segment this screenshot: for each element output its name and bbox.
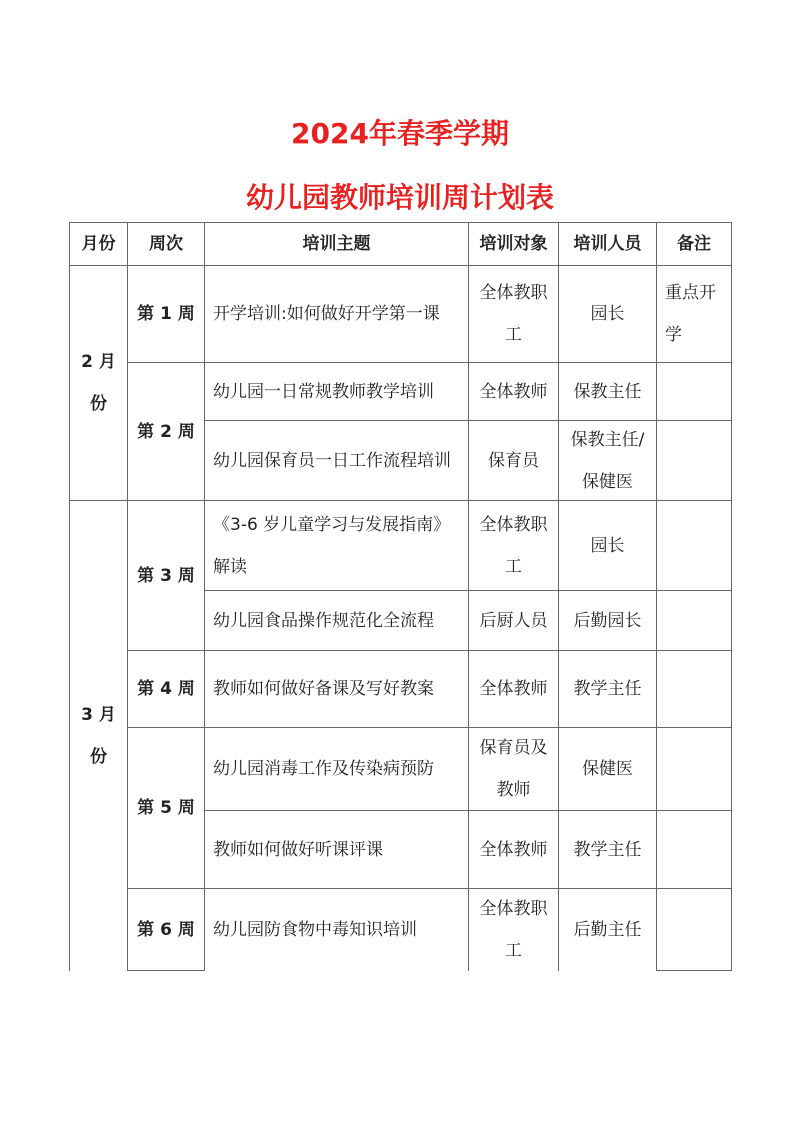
- note-cell: [656, 362, 732, 421]
- trainer-cell-text: 教学主任: [573, 839, 642, 860]
- note-cell: [656, 810, 732, 889]
- week-cell-text: 第 5 周: [137, 798, 195, 818]
- topic-cell: [204, 362, 469, 421]
- note-cell: [656, 590, 732, 651]
- trainer-cell: [558, 888, 657, 971]
- trainer-cell: [558, 265, 657, 363]
- target-cell-text: 全体教师: [479, 679, 548, 699]
- target-cell-text: 全体教师: [479, 839, 548, 860]
- note-cell: [656, 265, 732, 363]
- trainer-cell-text: 后勤主任: [573, 920, 642, 940]
- note-cell: [656, 888, 732, 971]
- month-cell: [69, 265, 128, 501]
- week-cell-text: 第 6 周: [137, 919, 195, 940]
- week-cell: [127, 362, 205, 501]
- target-cell: [468, 420, 559, 501]
- topic-cell-text: 教师如何做好听课评课: [213, 839, 383, 860]
- topic-cell: [204, 265, 469, 363]
- target-cell-text: 全体教职工: [479, 283, 548, 345]
- topic-cell-text: 幼儿园防食物中毒知识培训: [213, 920, 417, 940]
- document-title: 幼儿园教师培训周计划表: [245, 181, 554, 214]
- note-cell-text: 重点开学: [665, 283, 716, 345]
- trainer-cell: [558, 810, 657, 889]
- week-cell-text: 第 2 周: [137, 421, 195, 442]
- topic-cell: [204, 420, 469, 501]
- target-cell-text: 后厨人员: [479, 610, 548, 631]
- week-cell-text: 第 1 周: [137, 304, 195, 324]
- topic-cell: [204, 810, 469, 889]
- target-cell-text: 保育员及教师: [479, 738, 548, 800]
- trainer-cell: [558, 420, 657, 501]
- header-target-text: 培训对象: [479, 234, 548, 254]
- trainer-cell: [558, 362, 657, 421]
- note-cell: [656, 650, 732, 728]
- topic-cell-text: 幼儿园保育员一日工作流程培训: [213, 450, 451, 471]
- note-cell: [656, 500, 732, 591]
- week-cell-text: 第 4 周: [137, 679, 195, 699]
- topic-cell-text: 开学培训:如何做好开学第一课: [213, 304, 440, 324]
- trainer-cell-text: 园长: [590, 304, 625, 324]
- trainer-cell: [558, 590, 657, 651]
- trainer-cell-text: 园长: [590, 535, 625, 556]
- week-cell: [127, 500, 205, 651]
- trainer-cell: [558, 500, 657, 591]
- topic-cell-text: 幼儿园一日常规教师教学培训: [213, 381, 434, 402]
- target-cell: [468, 727, 559, 811]
- header-trainer: [558, 222, 657, 266]
- month-cell: [69, 500, 128, 971]
- week-cell: [127, 650, 205, 728]
- trainer-cell-text: 教学主任: [573, 679, 642, 699]
- topic-cell-text: 幼儿园食品操作规范化全流程: [213, 610, 434, 631]
- header-month-text: 月份: [81, 234, 116, 254]
- target-cell: [468, 500, 559, 591]
- week-cell: [127, 265, 205, 363]
- trainer-cell-text: 保健医: [582, 759, 633, 779]
- topic-cell: [204, 650, 469, 728]
- topic-cell: [204, 590, 469, 651]
- topic-cell: [204, 888, 469, 971]
- month-cell-text: 3 月份: [81, 705, 116, 767]
- trainer-cell: [558, 727, 657, 811]
- target-cell: [468, 888, 559, 971]
- header-note: [656, 222, 732, 266]
- target-cell: [468, 810, 559, 889]
- header-topic-text: 培训主题: [302, 234, 371, 254]
- header-week: [127, 222, 205, 266]
- week-cell: [127, 888, 205, 971]
- header-week-text: 周次: [149, 234, 183, 254]
- note-cell: [656, 727, 732, 811]
- header-target: [468, 222, 559, 266]
- topic-cell: [204, 727, 469, 811]
- target-cell-text: 全体教师: [479, 381, 548, 402]
- target-cell: [468, 362, 559, 421]
- month-cell-text: 2 月份: [81, 352, 116, 414]
- target-cell-text: 全体教职工: [479, 899, 548, 961]
- target-cell-text: 保育员: [488, 450, 539, 471]
- topic-cell-text: 教师如何做好备课及写好教案: [213, 679, 434, 699]
- week-cell: [127, 727, 205, 889]
- header-note-text: 备注: [677, 234, 711, 254]
- trainer-cell-text: 保教主任: [573, 381, 642, 402]
- target-cell: [468, 650, 559, 728]
- topic-cell: [204, 500, 469, 591]
- header-topic: [204, 222, 469, 266]
- document-title-year: 2024年春季学期: [291, 117, 509, 150]
- note-cell: [656, 420, 732, 501]
- trainer-cell-text: 保教主任/保健医: [570, 429, 645, 492]
- topic-cell-text: 幼儿园消毒工作及传染病预防: [213, 759, 434, 779]
- target-cell: [468, 590, 559, 651]
- target-cell: [468, 265, 559, 363]
- header-trainer-text: 培训人员: [573, 234, 642, 254]
- target-cell-text: 全体教职工: [479, 514, 548, 577]
- topic-cell-text: 《3-6 岁儿童学习与发展指南》解读: [213, 514, 451, 577]
- trainer-cell-text: 后勤园长: [573, 610, 642, 631]
- trainer-cell: [558, 650, 657, 728]
- week-cell-text: 第 3 周: [137, 565, 195, 586]
- header-month: [69, 222, 128, 266]
